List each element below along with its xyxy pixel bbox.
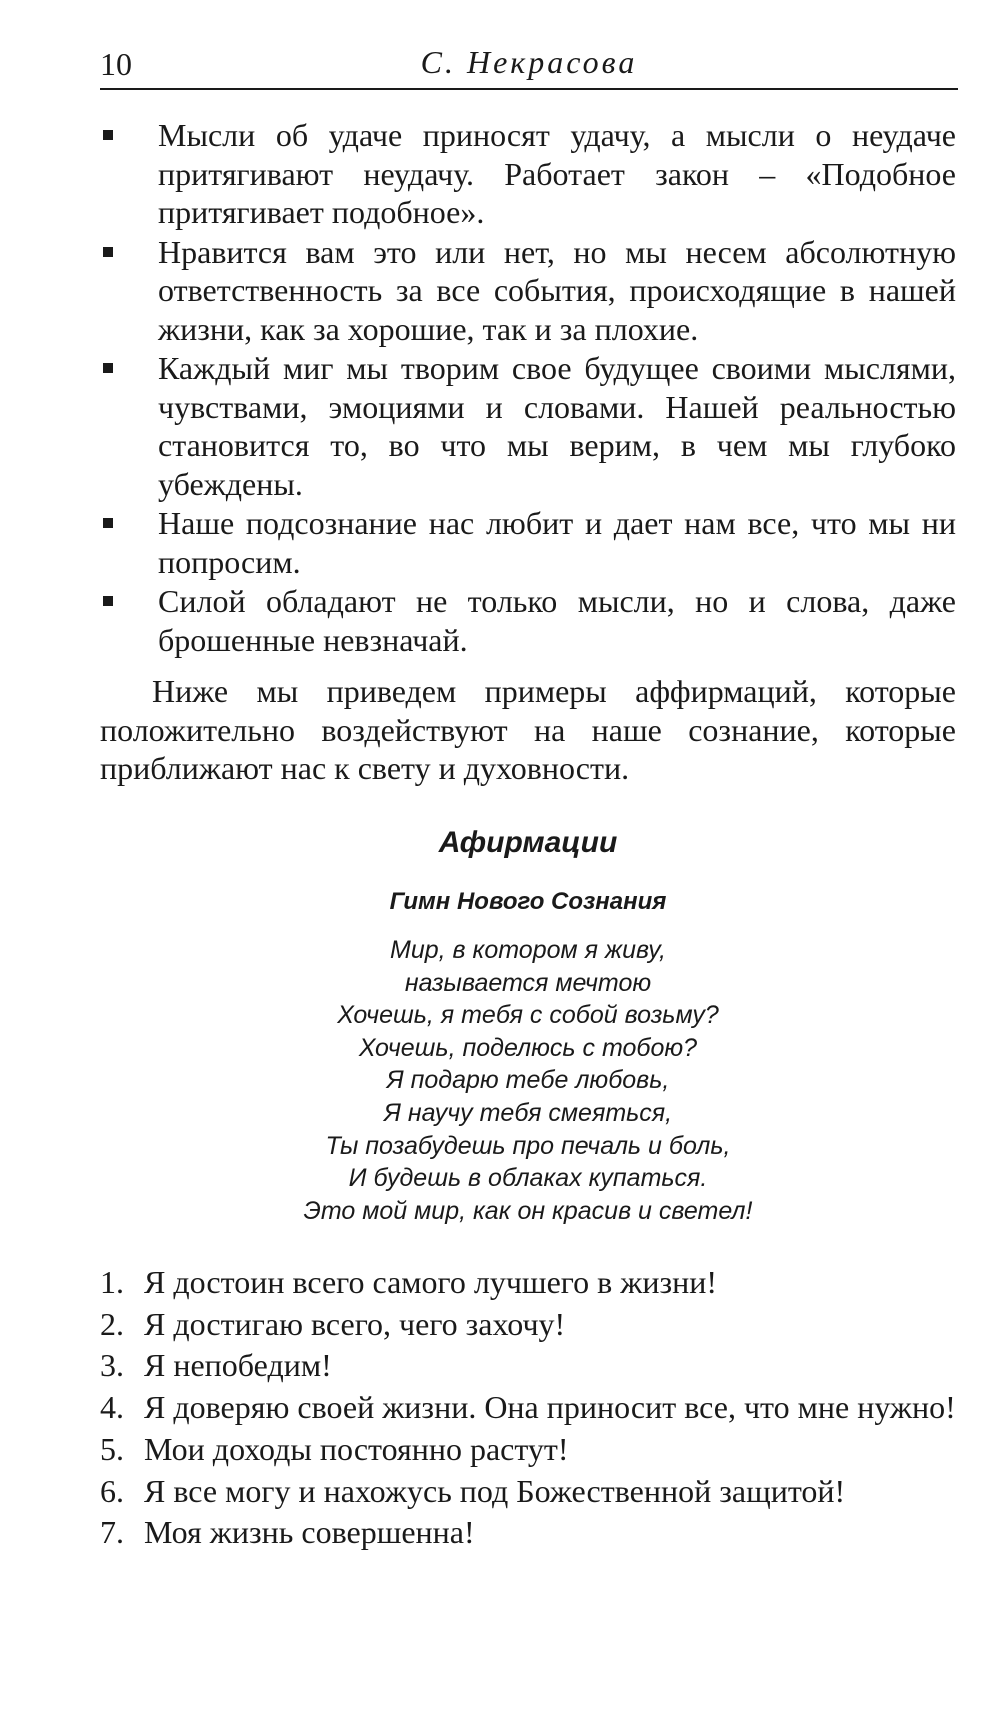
affirmation-text: Моя жизнь совершенна! [144, 1514, 475, 1551]
poem-line: Ты позабудешь про печаль и боль, [325, 1131, 731, 1160]
bullet-text: Силой обладают не только мысли, но и слова, даже брошенные невзначай. [158, 583, 956, 658]
poem-title: Гимн Нового Сознания [389, 888, 667, 915]
affirmation-number: 1. [100, 1264, 124, 1300]
affirmation-text: Мои доходы постоянно растут! [144, 1430, 569, 1467]
affirmation-text: Я непобедим! [144, 1347, 332, 1384]
poem-line: Хочешь, я тебя с собой возьму? [337, 1001, 719, 1030]
bullet-item [100, 349, 956, 503]
affirmation-item [100, 1471, 970, 1513]
bullet-item [100, 233, 956, 349]
affirmation-text: Я все могу и нахожусь под Божественной защитой! [144, 1472, 846, 1509]
square-bullet-icon [103, 247, 113, 257]
bullet-item [100, 116, 956, 232]
poem-line: Это мой мир, как он красив и светел! [303, 1196, 753, 1225]
affirmation-item [100, 1512, 970, 1554]
affirmation-list [100, 1262, 970, 1554]
affirmation-text: Я достигаю всего, чего захочу! [144, 1305, 566, 1342]
poem-line: Мир, в котором я живу, [390, 936, 666, 964]
intro-paragraph: Ниже мы приведем примеры аффирмаций, которые положительно воздействуют на наше сознание, которые приближают нас к свету и духовности. [100, 673, 956, 786]
poem-line: Хочешь, поделюсь с тобою? [358, 1033, 698, 1062]
poem-line: Я подарю тебе любовь, [386, 1066, 670, 1095]
square-bullet-icon [103, 130, 113, 140]
bullet-text: Каждый миг мы творим свое будущее своими мыслями, чувствами, эмоциями и словами. Нашей реальностью становится то, во что мы верим, в чем мы глубоко убеждены. [158, 350, 956, 502]
poem [100, 934, 956, 1227]
affirmation-item [100, 1387, 970, 1429]
affirmation-number: 3. [100, 1347, 124, 1384]
affirmation-item [100, 1345, 970, 1387]
section-title: Афирмации [438, 826, 618, 859]
affirmation-item [100, 1262, 970, 1304]
square-bullet-icon [103, 363, 113, 373]
running-head [100, 40, 958, 90]
affirmation-item [100, 1304, 970, 1346]
bullet-list [100, 116, 956, 660]
affirmation-number: 2. [100, 1305, 124, 1342]
affirmation-number: 6. [100, 1472, 124, 1509]
affirmation-number: 4. [100, 1389, 124, 1426]
bullet-text: Нравится вам это или нет, но мы несем абсолютную ответственность за все события, происходящие в нашей жизни, как за хорошие, так и за плохие. [158, 233, 956, 347]
bullet-item [100, 582, 956, 659]
bullet-text: Мысли об удаче приносят удачу, а мысли о неудаче притягивают неудачу. Работает закон – «Подобное притягивает подобное». [158, 117, 956, 230]
bullet-item [100, 504, 956, 581]
affirmation-number: 7. [100, 1514, 124, 1551]
page-number: 10 [100, 46, 132, 82]
poem-line: Я научу тебя смеяться, [383, 1098, 673, 1127]
affirmation-text: Я достоин всего самого лучшего в жизни! [144, 1264, 717, 1300]
square-bullet-icon [103, 518, 113, 528]
poem-line: И будешь в облаках купаться. [348, 1164, 708, 1193]
affirmation-text: Я доверяю своей жизни. Она приносит все, что мне нужно! [144, 1389, 956, 1426]
poem-line: называется мечтою [404, 968, 652, 997]
square-bullet-icon [103, 596, 113, 606]
affirmation-number: 5. [100, 1430, 124, 1467]
affirmation-item [100, 1429, 970, 1471]
bullet-text: Наше подсознание нас любит и дает нам все, что мы ни попросим. [158, 505, 956, 580]
running-title: С. Некрасова [420, 44, 638, 80]
